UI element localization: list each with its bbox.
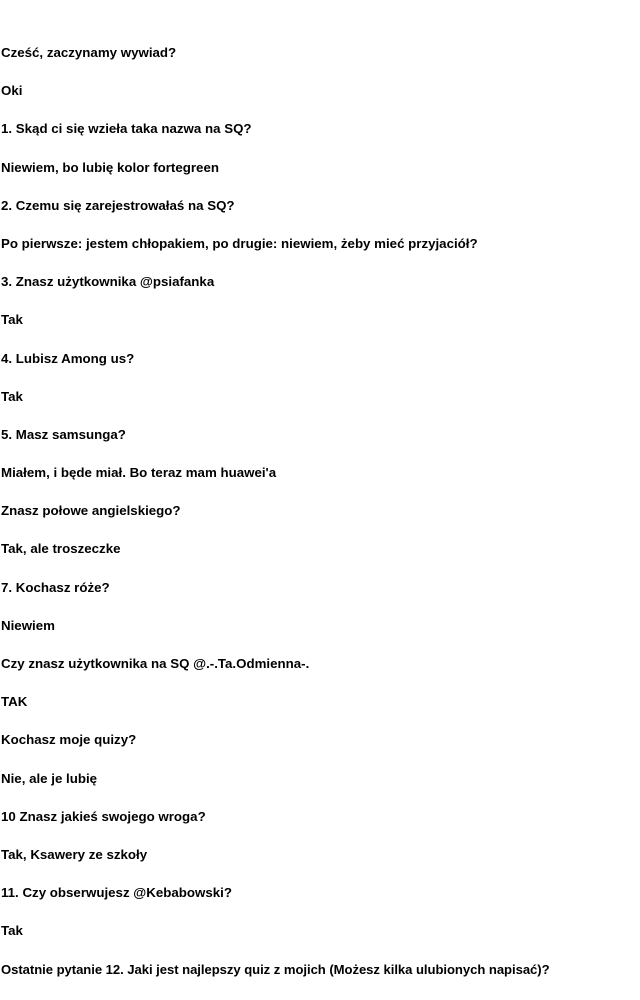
answer-line: Tak, Ksawery ze szkoły: [1, 846, 148, 862]
question-line: 3. Znasz użytkownika @psiafanka: [1, 274, 215, 290]
question-line: Czy znasz użytkownika na SQ @.-.Ta.Odmienna-.: [1, 656, 310, 671]
answer-line: Tak: [1, 923, 23, 939]
answer-line: Oki: [1, 83, 23, 99]
question-line: 10 Znasz jakieś swojego wroga?: [1, 808, 206, 824]
question-line: 11. Czy obserwujesz @Kebabowski?: [1, 885, 232, 901]
question-line: 2. Czemu się zarejestrowałaś na SQ?: [1, 197, 235, 213]
question-line: Ostatnie pytanie 12. Jaki jest najlepszy quiz z mojich (Możesz kilka ulubionych napisać)?: [1, 961, 550, 977]
question-line: Cześć, zaczynamy wywiad?: [1, 45, 177, 60]
answer-line: Tak: [1, 312, 23, 328]
answer-line: Tak: [1, 388, 23, 404]
answer-line: Po pierwsze: jestem chłopakiem, po drugie: niewiem, żeby mieć przyjaciół?: [1, 235, 478, 251]
answer-line: Tak, ale troszeczke: [1, 541, 121, 557]
answer-line: Niewiem, bo lubię kolor fortegreen: [1, 159, 219, 175]
interview-document: [1, 45, 637, 1000]
question-line: 4. Lubisz Among us?: [1, 350, 135, 366]
answer-line: TAK: [1, 694, 28, 710]
question-line: 7. Kochasz róże?: [1, 579, 110, 595]
question-line: Znasz połowe angielskiego?: [1, 503, 181, 519]
question-line: 5. Masz samsunga?: [1, 426, 126, 442]
answer-line: Nie, ale je lubię: [1, 770, 98, 786]
answer-line: Miałem, i będe miał. Bo teraz mam huawei'a: [1, 465, 277, 481]
question-line: 1. Skąd ci się wzieła taka nazwa na SQ?: [1, 121, 252, 137]
answer-line: Niewiem: [1, 617, 55, 633]
question-line: Kochasz moje quizy?: [1, 732, 137, 748]
